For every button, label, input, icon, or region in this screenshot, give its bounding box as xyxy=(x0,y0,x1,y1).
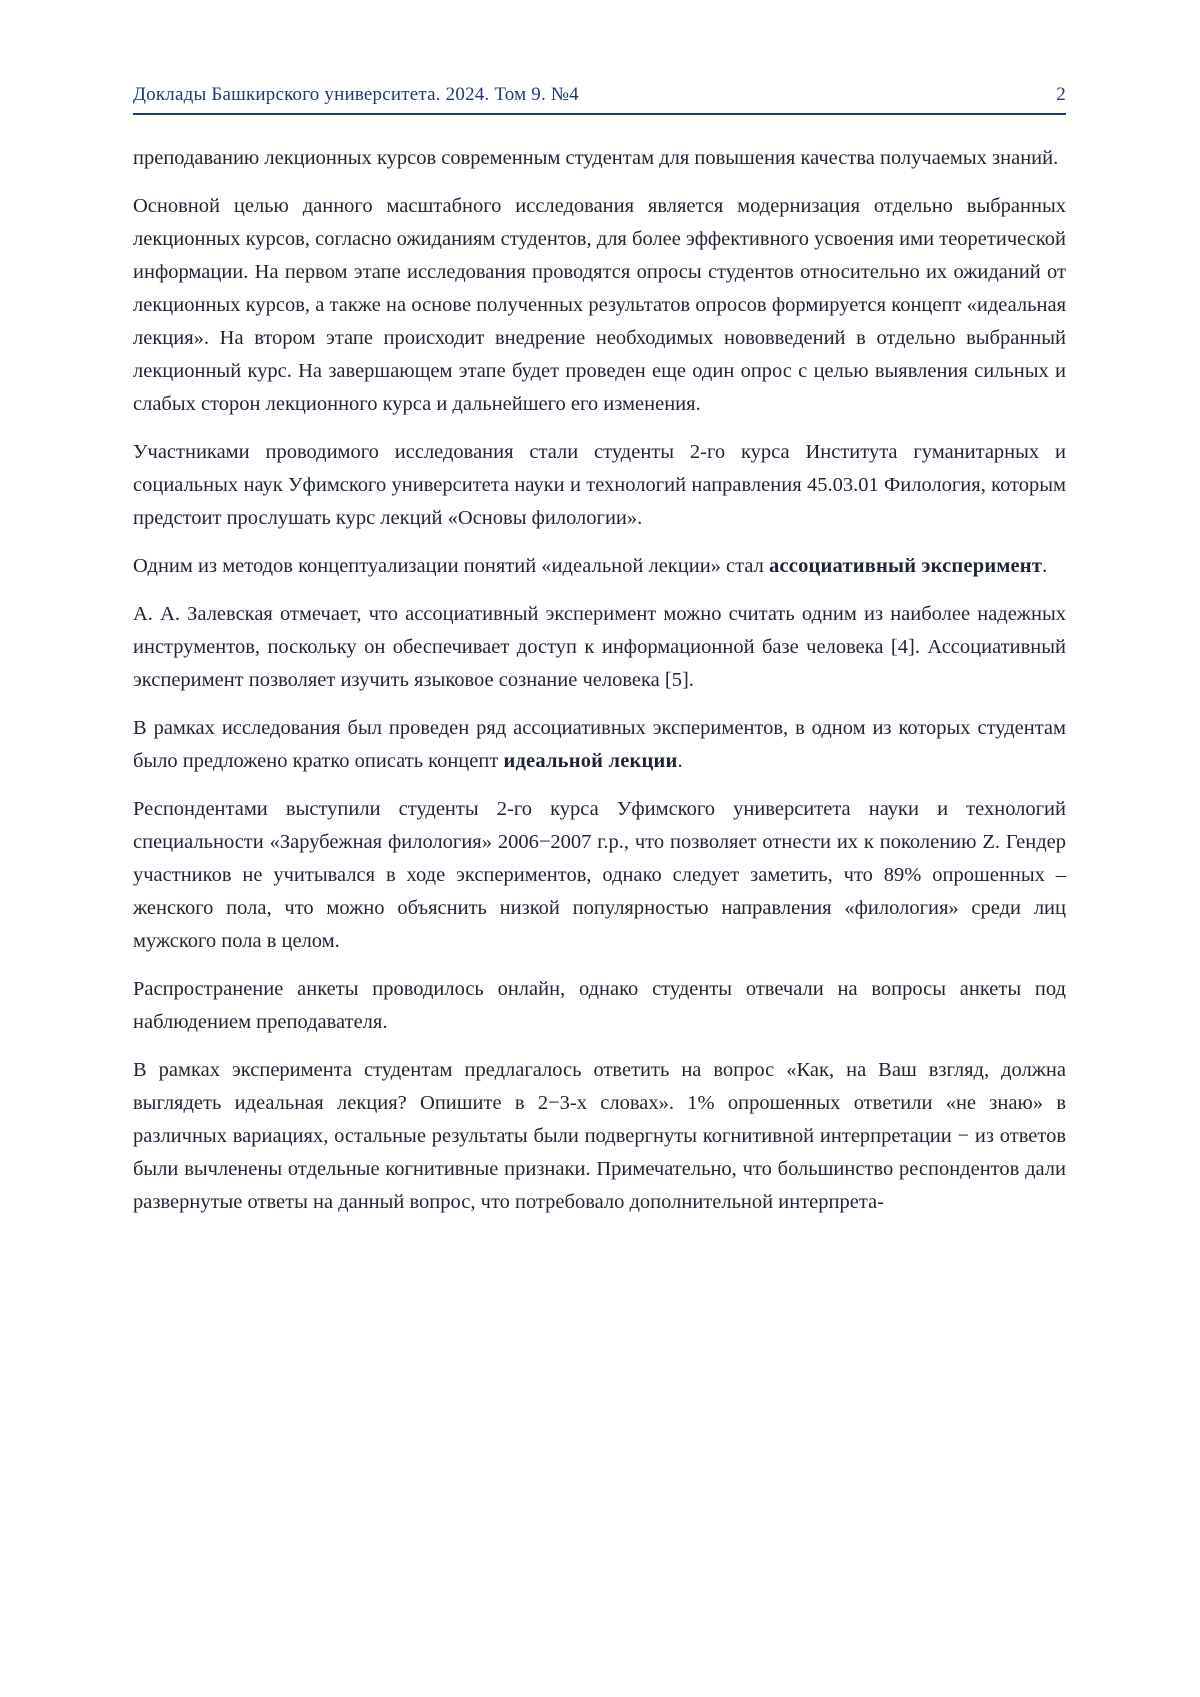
paragraph xyxy=(133,973,1066,1039)
text-run: Основной целью данного масштабного исследования является модернизация отдельно выбранных лекционных курсов, согласно ожиданиям студентов, для более эффективного усвоения ими теоретической информации. На первом этапе исследования проводятся опросы студентов относительно их ожиданий от лекционных курсов, а также на основе полученных результатов опросов формируется концепт «идеальная лекция». На втором этапе происходит внедрение необходимых нововведений в отдельно выбранный лекционный курс. На завершающем этапе будет проведен еще один опрос с целью выявления сильных и слабых сторон лекционного курса и дальнейшего его изменения. xyxy=(133,195,1066,415)
text-run: Распространение анкеты проводилось онлайн, однако студенты отвечали на вопросы анкеты под наблюдением преподавателя. xyxy=(133,978,1066,1033)
text-run: В рамках эксперимента студентам предлагалось ответить на вопрос «Как, на Ваш взгляд, должна выглядеть идеальная лекция? Опишите в 2−3-х словах». 1% опрошенных ответили «не знаю» в различных вариациях, остальные результаты были подвергнуты когнитивной интерпретации − из ответов были вычленены отдельные когнитивные признаки. Примечательно, что большинство респондентов дали развернутые ответы на данный вопрос, что потребовало дополнительной интерпрета- xyxy=(133,1059,1066,1213)
paragraph xyxy=(133,436,1066,535)
text-run: преподаванию лекционных курсов современным студентам для повышения качества получаемых знаний. xyxy=(133,147,1059,169)
bold-text-run: идеальной лекции xyxy=(503,750,678,772)
text-run: Участниками проводимого исследования стали студенты 2-го курса Института гуманитарных и социальных наук Уфимского университета науки и технологий направления 45.03.01 Филология, которым предстоит прослушать курс лекций «Основы филологии». xyxy=(133,441,1066,529)
paragraph xyxy=(133,142,1066,175)
document-body xyxy=(133,142,1066,1219)
text-run: Одним из методов концептуализации понятий «идеальной лекции» стал xyxy=(133,555,770,577)
header-rule xyxy=(133,113,1066,115)
text-run: Респондентами выступили студенты 2-го курса Уфимского университета науки и технологий специальности «Зарубежная филология» 2006−2007 г.р., что позволяет отнести их к поколению Z. Гендер участников не учитывался в ходе экспериментов, однако следует заметить, что 89% опрошенных – женского пола, что можно объяснить низкой популярностью направления «филология» среди лиц мужского пола в целом. xyxy=(133,798,1066,952)
page-header xyxy=(133,84,1066,106)
paragraph xyxy=(133,793,1066,958)
paragraph xyxy=(133,598,1066,697)
text-run: . xyxy=(677,750,683,772)
page-number: 2 xyxy=(1056,84,1066,105)
bold-text-run: ассоциативный эксперимент xyxy=(769,555,1043,577)
paragraph xyxy=(133,1054,1066,1219)
paragraph xyxy=(133,550,1066,583)
text-run: . xyxy=(1042,555,1048,577)
paragraph xyxy=(133,712,1066,778)
paragraph xyxy=(133,190,1066,421)
text-run: А. А. Залевская отмечает, что ассоциативный эксперимент можно считать одним из наиболее надежных инструментов, поскольку он обеспечивает доступ к информационной базе человека [4]. Ассоциативный эксперимент позволяет изучить языковое сознание человека [5]. xyxy=(133,603,1066,691)
text-run: В рамках исследования был проведен ряд ассоциативных экспериментов, в одном из которых студентам было предложено кратко описать концепт xyxy=(133,717,1066,772)
journal-title: Доклады Башкирского университета. 2024. Том 9. №4 xyxy=(133,84,579,105)
